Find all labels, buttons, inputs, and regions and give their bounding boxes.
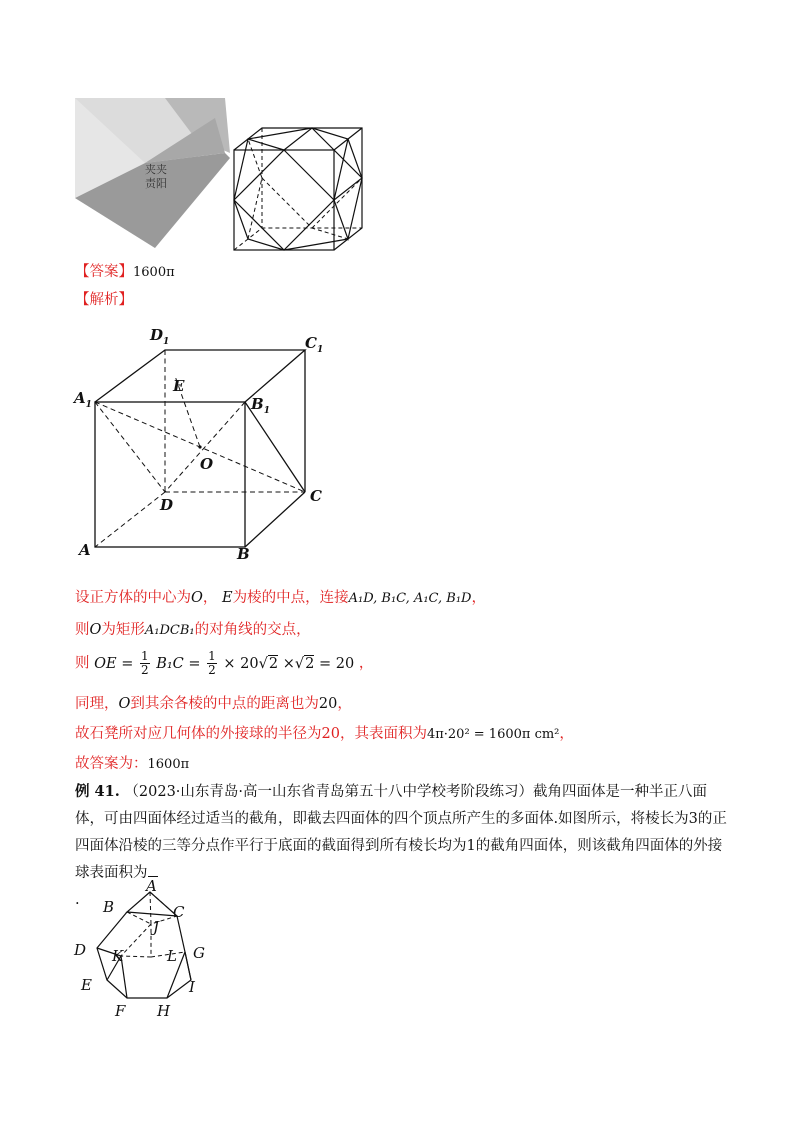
solution-line-3: 则 OE = $\frac{1}{2}$ B₁C = $\frac{1}{2}$ × 20√2 ×√2 = 20 ，	[75, 649, 374, 677]
solution-line-4: 同理，O到其余各棱的中点的距离也为20，	[75, 696, 352, 712]
answer-label: 【答案】	[75, 264, 133, 280]
label-A: A	[79, 541, 91, 559]
analysis-line	[75, 288, 133, 309]
label-B1: $B_1$	[251, 395, 270, 416]
answer-blank	[148, 862, 158, 877]
label-C1: $C_1$	[305, 334, 324, 355]
poly-label-K: K	[112, 947, 124, 965]
label-C: C	[310, 487, 322, 505]
poly-label-J: J	[153, 918, 160, 936]
poly-label-I: I	[189, 978, 195, 996]
poly-label-L: L	[167, 947, 177, 965]
poly-label-E: E	[81, 976, 92, 994]
label-D: D	[160, 496, 174, 514]
label-O: O	[200, 455, 214, 473]
poly-label-B: B	[103, 898, 115, 916]
label-D1: $D_1$	[150, 326, 170, 347]
stool-caption: 夹夹 责阳	[145, 163, 167, 190]
answer-value: 1600π	[133, 265, 175, 280]
cube-diagram	[70, 322, 340, 567]
solution-line-5: 故石凳所对应几何体的外接球的半径为20，其表面积为4π·20² = 1600π cm²，	[75, 726, 574, 742]
solution-line-2: 则O为矩形A₁DCB₁的对角线的交点，	[75, 622, 311, 638]
analysis-label: 【解析】	[75, 292, 133, 308]
poly-label-F: F	[115, 1002, 126, 1020]
poly-label-D: D	[74, 941, 87, 959]
label-E: E	[173, 377, 185, 395]
poly-label-H: H	[157, 1002, 171, 1020]
example-title: 例 41.	[75, 783, 120, 800]
label-A1: $A_1$	[74, 389, 92, 410]
example-41: 例 41. （2023·山东青岛·高一山东省青岛第五十八中学校考阶段练习）截角四面体是一种半正八面体，可由四面体经过适当的截角，即截去四面体的四个顶点所产生的多面体.如图所示，将棱长为3的正四面体沿棱的三等分点作平行于底面的截面得到所有棱长均为1的截角四面体，则该截角四面体的外接球表面积为 .	[75, 783, 727, 908]
answer-line	[75, 260, 175, 281]
cuboctahedron-figure	[228, 120, 368, 255]
example-text: （2023·山东青岛·高一山东省青岛第五十八中学校考阶段练习）截角四面体是一种半正八面体，可由四面体经过适当的截角，即截去四面体的四个顶点所产生的多面体.如图所示，将棱长为3的正四面体沿棱的三等分点作平行于底面的截面得到所有棱长均为1的截角四面体，则该截角四面体的外接球表面积为	[75, 784, 727, 881]
poly-label-G: G	[193, 944, 205, 962]
solution-line-6: 故答案为：1600π	[75, 756, 190, 772]
poly-label-C: C	[173, 903, 185, 921]
solution-line-1: 设正方体的中心为O， E为棱的中点，连接A₁D, B₁C, A₁C, B₁D，	[75, 590, 486, 606]
label-B: B	[237, 545, 250, 563]
poly-label-A: A	[146, 877, 157, 895]
